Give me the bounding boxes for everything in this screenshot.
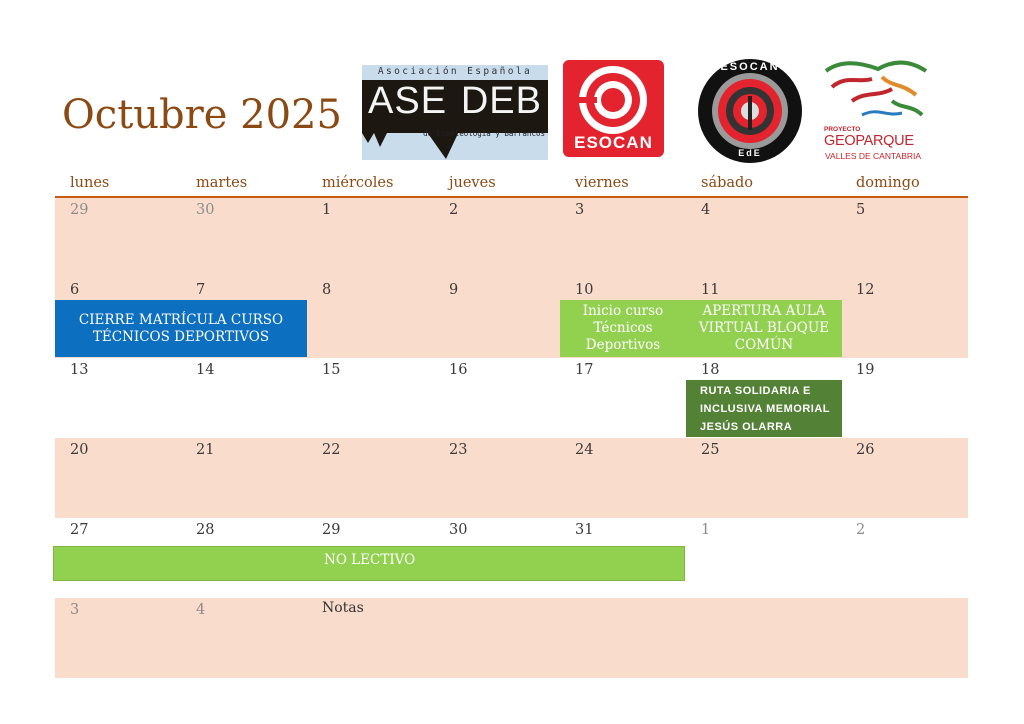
geoparque-landscape-icon (822, 57, 930, 125)
esocan-badge-bottom-text: EdE (738, 148, 762, 158)
day-number[interactable]: 30 (196, 202, 215, 218)
event-ruta-solidaria[interactable]: RUTA SOLIDARIA E INCLUSIVA MEMORIAL JESÚS OLARRA (686, 380, 842, 437)
geoparque-line2: GEOPARQUE (824, 133, 914, 149)
day-number[interactable]: 1 (322, 202, 332, 218)
weekday-header: jueves (449, 175, 496, 191)
weekday-header: viernes (575, 175, 629, 191)
day-number[interactable]: 22 (322, 442, 341, 458)
asedeb-logo-deb: DEB (460, 80, 542, 122)
day-number[interactable]: 20 (70, 442, 89, 458)
day-number[interactable]: 3 (70, 602, 80, 618)
event-no-lectivo[interactable]: NO LECTIVO (53, 546, 685, 581)
weekday-header: sábado (701, 175, 754, 191)
esocan-badge-top-text: ESOCAN (720, 61, 780, 73)
esocan-red-logo (563, 60, 664, 157)
day-number[interactable]: 1 (701, 522, 711, 538)
event-inicio-curso[interactable]: Inicio curso Técnicos Deportivos (560, 300, 686, 357)
day-number[interactable]: 10 (575, 282, 594, 298)
day-number[interactable]: 4 (701, 202, 711, 218)
day-number[interactable]: 15 (322, 362, 341, 378)
week-row-band (55, 438, 968, 518)
day-number[interactable]: 12 (856, 282, 875, 298)
day-number[interactable]: 5 (856, 202, 866, 218)
day-number[interactable]: 25 (701, 442, 720, 458)
day-number[interactable]: 4 (196, 602, 206, 618)
day-number[interactable]: 9 (449, 282, 459, 298)
day-number[interactable]: 16 (449, 362, 468, 378)
geoparque-line3: VALLES DE CANTABRIA (825, 151, 922, 161)
day-number[interactable]: 17 (575, 362, 594, 378)
event-apertura-aula[interactable]: APERTURA AULA VIRTUAL BLOQUE COMÚN (686, 300, 842, 357)
esocan-badge-logo (697, 58, 803, 164)
day-number[interactable]: 2 (449, 202, 459, 218)
day-number[interactable]: 2 (856, 522, 866, 538)
day-number[interactable]: 26 (856, 442, 875, 458)
event-cierre-matricula[interactable]: CIERRE MATRÍCULA CURSO TÉCNICOS DEPORTIVOS (55, 300, 307, 357)
geoparque-line1: PROYECTO (824, 126, 861, 133)
day-number[interactable]: 3 (575, 202, 585, 218)
day-number[interactable]: 24 (575, 442, 594, 458)
day-number[interactable]: 27 (70, 522, 89, 538)
weekday-header: miércoles (322, 175, 394, 191)
weekday-header: martes (196, 175, 248, 191)
week-row-band (55, 198, 968, 278)
day-number[interactable]: 13 (70, 362, 89, 378)
day-number[interactable]: 23 (449, 442, 468, 458)
asedeb-logo-ase: ASE (368, 80, 448, 122)
day-number[interactable]: 19 (856, 362, 875, 378)
day-number[interactable]: 7 (196, 282, 206, 298)
esocan-red-logo-label: ESOCAN (574, 133, 653, 152)
day-number[interactable]: 18 (701, 362, 720, 378)
day-number[interactable]: 30 (449, 522, 468, 538)
day-number[interactable]: 31 (575, 522, 594, 538)
day-number[interactable]: 6 (70, 282, 80, 298)
day-number[interactable]: 14 (196, 362, 215, 378)
notes-label: Notas (322, 600, 364, 616)
day-number[interactable]: 29 (322, 522, 341, 538)
weekday-header: domingo (856, 175, 920, 191)
geoparque-logo (822, 57, 930, 163)
asedeb-logo-top-text: Asociación Española (377, 66, 533, 77)
page-title: Octubre 2025 (62, 92, 342, 138)
day-number[interactable]: 11 (701, 282, 720, 298)
asedeb-logo (362, 65, 548, 160)
day-number[interactable]: 8 (322, 282, 332, 298)
weekday-header: lunes (70, 175, 110, 191)
notes-band (55, 598, 968, 678)
day-number[interactable]: 21 (196, 442, 215, 458)
day-number[interactable]: 29 (70, 202, 89, 218)
day-number[interactable]: 28 (196, 522, 215, 538)
asedeb-logo-subtitle: de Espeleología y Barrancos (423, 129, 545, 138)
